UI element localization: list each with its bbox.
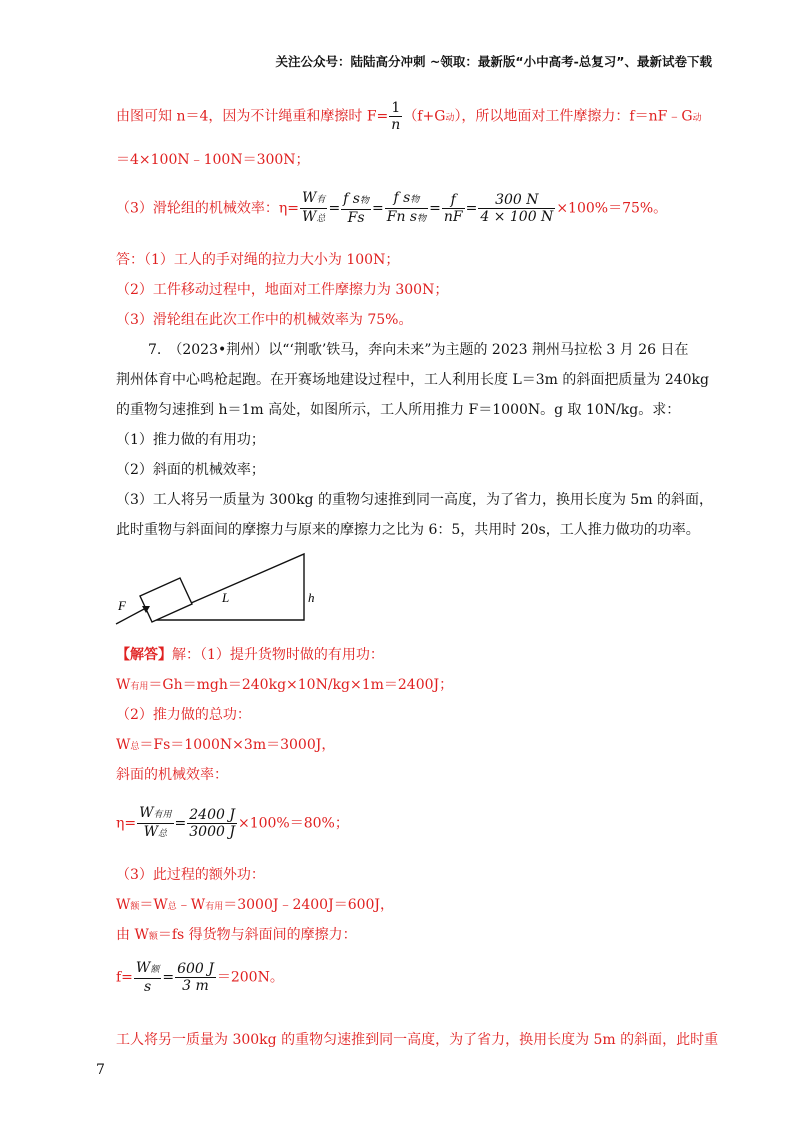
friction-calc: f= $\frac{\text{W额}}{s}$ = $\frac{600 J}{3 m}$ ＝200N。	[116, 960, 284, 995]
continuation-line: 工人将另一质量为 300kg 的重物匀速推到同一高度，为了省力，换用长度为 5m 的斜面，此时重	[116, 1032, 719, 1048]
load-box	[140, 578, 192, 622]
page-header: 关注公众号：陆陆高分冲刺 ~领取：最新版“小中高考-总复习”、最新试卷下载	[275, 54, 712, 69]
total-work-line: W总＝Fs＝1000N×3m＝3000J，	[116, 737, 336, 753]
efficiency-heading: 斜面的机械效率：	[116, 767, 228, 783]
answer-line-3: （3）滑轮组在此次工作中的机械效率为 75%。	[116, 312, 413, 328]
fraction: $\frac{\text{f s物}}{\text{Fn s物}}$	[386, 190, 427, 225]
solution-tag: 【解答】	[116, 647, 172, 663]
efficiency-formula: （3）滑轮组的机械效率：η= $\frac{\text{W有}}{\text{W总}}$ = $\frac{\text{f s物}}{Fs}$ = $\frac{\text{f s物}}{\text{Fn s物}}$ = $\frac{f}{nF}$ = $\frac{300 N}{4 \times 100 N}$ ×100%＝75%。	[116, 190, 668, 226]
useful-work-line: W有用＝Gh＝mgh＝240kg×10N/kg×1m＝2400J；	[116, 677, 454, 693]
answer-line-2: （2）工件移动过程中，地面对工件摩擦力为 300N；	[116, 282, 449, 298]
fraction: $\frac{300 N}{4 \times 100 N}$	[480, 192, 554, 225]
fraction: $\frac{f}{nF}$	[443, 192, 463, 225]
label-L: L	[222, 590, 230, 605]
fraction-1-over-n	[389, 100, 402, 133]
text-segment: （3）滑轮组的机械效率：η=	[116, 200, 300, 217]
total-work-heading: （2）推力做的总功：	[116, 707, 251, 723]
problem-line-2: 荆州体育中心鸣枪起跑。在开赛场地建设过程中，工人利用长度 L＝3m 的斜面把质量为 240kg	[116, 372, 709, 388]
extra-work-heading: （3）此过程的额外功：	[116, 867, 265, 883]
answer-line-1: 答：（1）工人的手对绳的拉力大小为 100N；	[116, 252, 400, 268]
fraction-numerator: 1	[389, 100, 402, 117]
extra-work-line: W额＝W总﹣W有用＝3000J﹣2400J＝600J，	[116, 897, 395, 913]
efficiency-calc: η= $\frac{\text{W有用}}{\text{W总}}$ = $\frac{2400 J}{3000 J}$ ×100%＝80%；	[116, 805, 349, 840]
solution-line-2: ＝4×100N﹣100N＝300N；	[116, 152, 310, 168]
text-segment: ），所以地面对工件摩擦力：f＝nF﹣G	[454, 108, 693, 125]
fraction: $\frac{600 J}{3 m}$	[177, 961, 214, 994]
label-F: F	[118, 598, 126, 613]
text-segment: 解：（1）提升货物时做的有用功：	[172, 647, 384, 663]
incline-diagram	[112, 548, 332, 628]
question-2: （2）斜面的机械效率；	[116, 462, 265, 478]
solution-heading	[116, 645, 384, 665]
text-segment: （f+G	[403, 108, 446, 125]
text-segment: 由图可知 n＝4，因为不计绳重和摩擦时 F=	[116, 108, 389, 125]
question-3-line-2: 此时重物与斜面间的摩擦力与原来的摩擦力之比为 6：5，共用时 20s，工人推力做功的功率。	[116, 522, 700, 538]
fraction: $\frac{2400 J}{3000 J}$	[189, 807, 235, 840]
problem-line-1: 7. （2023•荆州）以“‘荆歌’铁马，奔向未来”为主题的 2023 荆州马拉松 3 月 26 日在	[148, 342, 689, 358]
fraction: $\frac{\text{W有用}}{\text{W总}}$	[139, 805, 172, 840]
question-1: （1）推力做的有用功；	[116, 432, 265, 448]
friction-heading: 由 W额＝fs 得货物与斜面间的摩擦力：	[116, 927, 357, 943]
fraction: $\frac{\text{f s物}}{Fs}$	[343, 191, 370, 226]
solution-line-1	[116, 100, 702, 133]
subscript: 动	[692, 113, 702, 124]
fraction: $\frac{\text{W有}}{\text{W总}}$	[302, 190, 326, 225]
label-h: h	[308, 590, 315, 605]
question-3-line-1: （3）工人将另一质量为 300kg 的重物匀速推到同一高度，为了省力，换用长度为 5m 的斜面，	[116, 492, 714, 508]
page-number: 7	[96, 1062, 105, 1078]
text-segment: ×100%＝75%。	[556, 200, 668, 217]
fraction: $\frac{\text{W额}}{s}$	[135, 960, 160, 995]
problem-line-3: 的重物匀速推到 h＝1m 高处，如图所示，工人所用推力 F＝1000N。g 取 10N/kg。求：	[116, 402, 681, 418]
subscript: 动	[445, 113, 455, 124]
fraction-denominator: n	[391, 117, 401, 133]
